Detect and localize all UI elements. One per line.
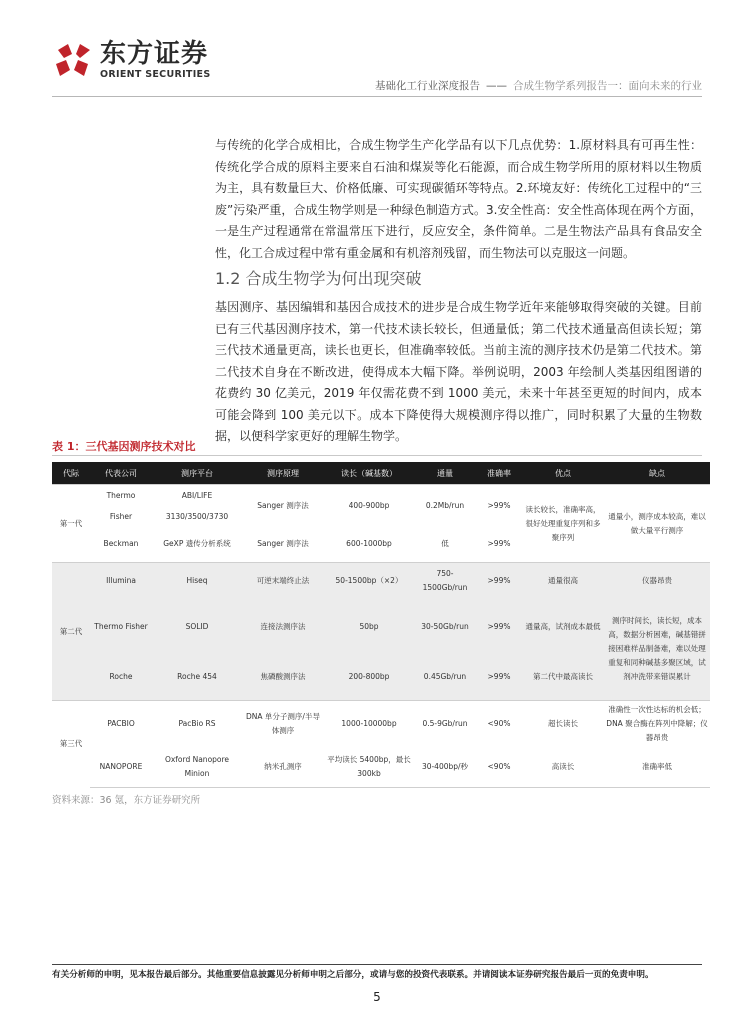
accuracy-cell: >99% [476, 563, 522, 599]
company-cell: Roche [90, 655, 152, 701]
sequencing-comparison-table [52, 462, 710, 788]
read-length-cell: 400-900bp [324, 485, 414, 527]
principle-cell: 连接法测序法 [242, 599, 324, 655]
accuracy-cell: >99% [476, 527, 522, 563]
pros-cell: 第二代中最高读长 [522, 655, 604, 701]
header-throughput: 通量 [414, 462, 476, 485]
read-length-cell: 200-800bp [324, 655, 414, 701]
platform-cell: Roche 454 [152, 655, 242, 701]
throughput-cell: 30-50Gb/run [414, 599, 476, 655]
company-cell: Beckman [90, 527, 152, 563]
accuracy-cell: >99% [476, 655, 522, 701]
accuracy-cell: >99% [476, 485, 522, 527]
header-pros: 优点 [522, 462, 604, 485]
company-cell: PACBIO [90, 701, 152, 748]
table-row [52, 701, 710, 748]
throughput-cell: 30-400bp/秒 [414, 747, 476, 787]
pros-cell: 通量很高 [522, 563, 604, 599]
read-length-cell: 50bp [324, 599, 414, 655]
header-cons: 缺点 [604, 462, 710, 485]
platform-cell: PacBio RS [152, 701, 242, 748]
throughput-cell: 低 [414, 527, 476, 563]
header-accuracy: 准确率 [476, 462, 522, 485]
logo-chinese-name: 东方证券 [100, 39, 209, 69]
table-source-note: 资料来源：36 氪，东方证券研究所 [52, 795, 201, 806]
read-length-cell: 1000-10000bp [324, 701, 414, 748]
company-cell: Thermo Fisher [90, 599, 152, 655]
cons-cell: 准确性一次性达标的机会低；DNA 聚合酶在阵列中降解；仪器昂贵 [604, 701, 710, 748]
pros-cell: 超长读长 [522, 701, 604, 748]
principle-cell: Sanger 测序法 [242, 485, 324, 527]
orient-logo-icon [52, 40, 92, 80]
platform-cell: ABI/LIFE [152, 485, 242, 507]
company-cell: Illumina [90, 563, 152, 599]
header-read-length: 读长（碱基数） [324, 462, 414, 485]
page-number: 5 [373, 990, 381, 1004]
logo-english-name: ORIENT SECURITIES [100, 69, 211, 80]
pros-cell: 高读长 [522, 747, 604, 787]
report-header-title [375, 78, 702, 93]
table-row [52, 747, 710, 787]
company-cell: Thermo [90, 485, 152, 507]
platform-cell: Hiseq [152, 563, 242, 599]
gen2-group [52, 563, 710, 701]
platform-cell: SOLID [152, 599, 242, 655]
header-divider [52, 96, 702, 97]
table-title-divider [52, 455, 702, 456]
report-type: 基础化工行业深度报告 [375, 80, 480, 92]
pros-cell: 通量高，试剂成本最低 [522, 599, 604, 655]
cons-cell: 通量小，测序成本较高，难以做大量平行测序 [604, 485, 710, 563]
header-company: 代表公司 [90, 462, 152, 485]
read-length-cell: 平均读长 5400bp，最长 300kb [324, 747, 414, 787]
cons-cell: 测序时间长，读长短，成本高，数据分析困难，碱基错拼接困难样品制备难，难以处理重复和同种碱基多聚区域，试剂冲洗带来错误累计 [604, 599, 710, 701]
header-generation: 代际 [52, 462, 90, 485]
principle-cell: 可逆末端终止法 [242, 563, 324, 599]
gen2-label: 第二代 [52, 563, 90, 701]
throughput-cell: 0.5-9Gb/run [414, 701, 476, 748]
accuracy-cell: <90% [476, 747, 522, 787]
header-platform: 测序平台 [152, 462, 242, 485]
principle-cell: Sanger 测序法 [242, 527, 324, 563]
breakthrough-paragraph: 基因测序、基因编辑和基因合成技术的进步是合成生物学近年来能够取得突破的关键。目前已有三代基因测序技术，第一代技术读长较长，但通量低；第二代技术通量高但读长短；第三代技术通量更高，读长也更长，但准确率较低。当前主流的测序技术仍是第二代技术。第二代技术自身在不断改进，使得成本大幅下降。举例说明，2003 年绘制人类基因组图谱的花费约 30 亿美元，2019 年仅需花费不到 1000 美元，未来十年甚至更短的时间内，成本可能会降到 100 美元以下。成本下降使得大规模测序得以推广，同时积累了大量的生物数据，以便科学家更好的理解生物学。 [215, 300, 702, 443]
table-header-row [52, 462, 710, 485]
report-series-title: 合成生物学系列报告一：面向未来的行业 [513, 80, 702, 92]
table-row [52, 599, 710, 655]
throughput-cell: 0.2Mb/run [414, 485, 476, 527]
table-row [52, 563, 710, 599]
header-separator: —— [486, 80, 507, 92]
company-cell: NANOPORE [90, 747, 152, 787]
footer-disclaimer: 有关分析师的申明，见本报告最后部分。其他重要信息披露见分析师申明之后部分，或请与您的投资代表联系。并请阅读本证券研究报告最后一页的免责申明。 [52, 970, 654, 980]
platform-cell: Oxford Nanopore Minion [152, 747, 242, 787]
table-row [52, 485, 710, 507]
gen1-group [52, 485, 710, 563]
company-cell: Fisher [90, 507, 152, 527]
principle-cell: 纳米孔测序 [242, 747, 324, 787]
throughput-cell: 0.45Gb/run [414, 655, 476, 701]
cons-cell: 仪器昂贵 [604, 563, 710, 599]
accuracy-cell: <90% [476, 701, 522, 748]
platform-cell: 3130/3500/3730 [152, 507, 242, 527]
read-length-cell: 600-1000bp [324, 527, 414, 563]
accuracy-cell: >99% [476, 599, 522, 655]
header-principle: 测序原理 [242, 462, 324, 485]
advantages-paragraph: 与传统的化学合成相比，合成生物学生产化学品有以下几点优势：1.原材料具有可再生性：传统化学合成的原料主要来自石油和煤炭等化石能源，而合成生物学所用的原材料以生物质为主，具有数量巨大、价格低廉、可实现碳循环等特点。2.环境友好：传统化工过程中的“三废”污染严重，合成生物学则是一种绿色制造方式。3.安全性高：安全性高体现在两个方面，一是生产过程通常在常温常压下进行，反应安全，条件简单。二是生物法产品具有食品安全性，化工合成过程中常有重金属和有机溶剂残留，而生物法可以克服这一问题。 [215, 138, 702, 260]
read-length-cell: 50-1500bp（×2） [324, 563, 414, 599]
platform-cell: GeXP 遗传分析系统 [152, 527, 242, 563]
company-logo [52, 40, 210, 80]
cons-cell: 准确率低 [604, 747, 710, 787]
principle-cell: 焦磷酸测序法 [242, 655, 324, 701]
principle-cell: DNA 单分子测序/半导体测序 [242, 701, 324, 748]
table-title: 表 1：三代基因测序技术对比 [52, 440, 196, 453]
gen3-group [52, 701, 710, 788]
section-heading: 1.2 合成生物学为何出现突破 [215, 269, 422, 288]
gen1-label: 第一代 [52, 485, 90, 563]
throughput-cell: 750-1500Gb/run [414, 563, 476, 599]
pros-cell: 读长较长，准确率高，很好处理重复序列和多聚序列 [522, 485, 604, 563]
footer-divider [52, 964, 702, 965]
gen3-label: 第三代 [52, 701, 90, 788]
